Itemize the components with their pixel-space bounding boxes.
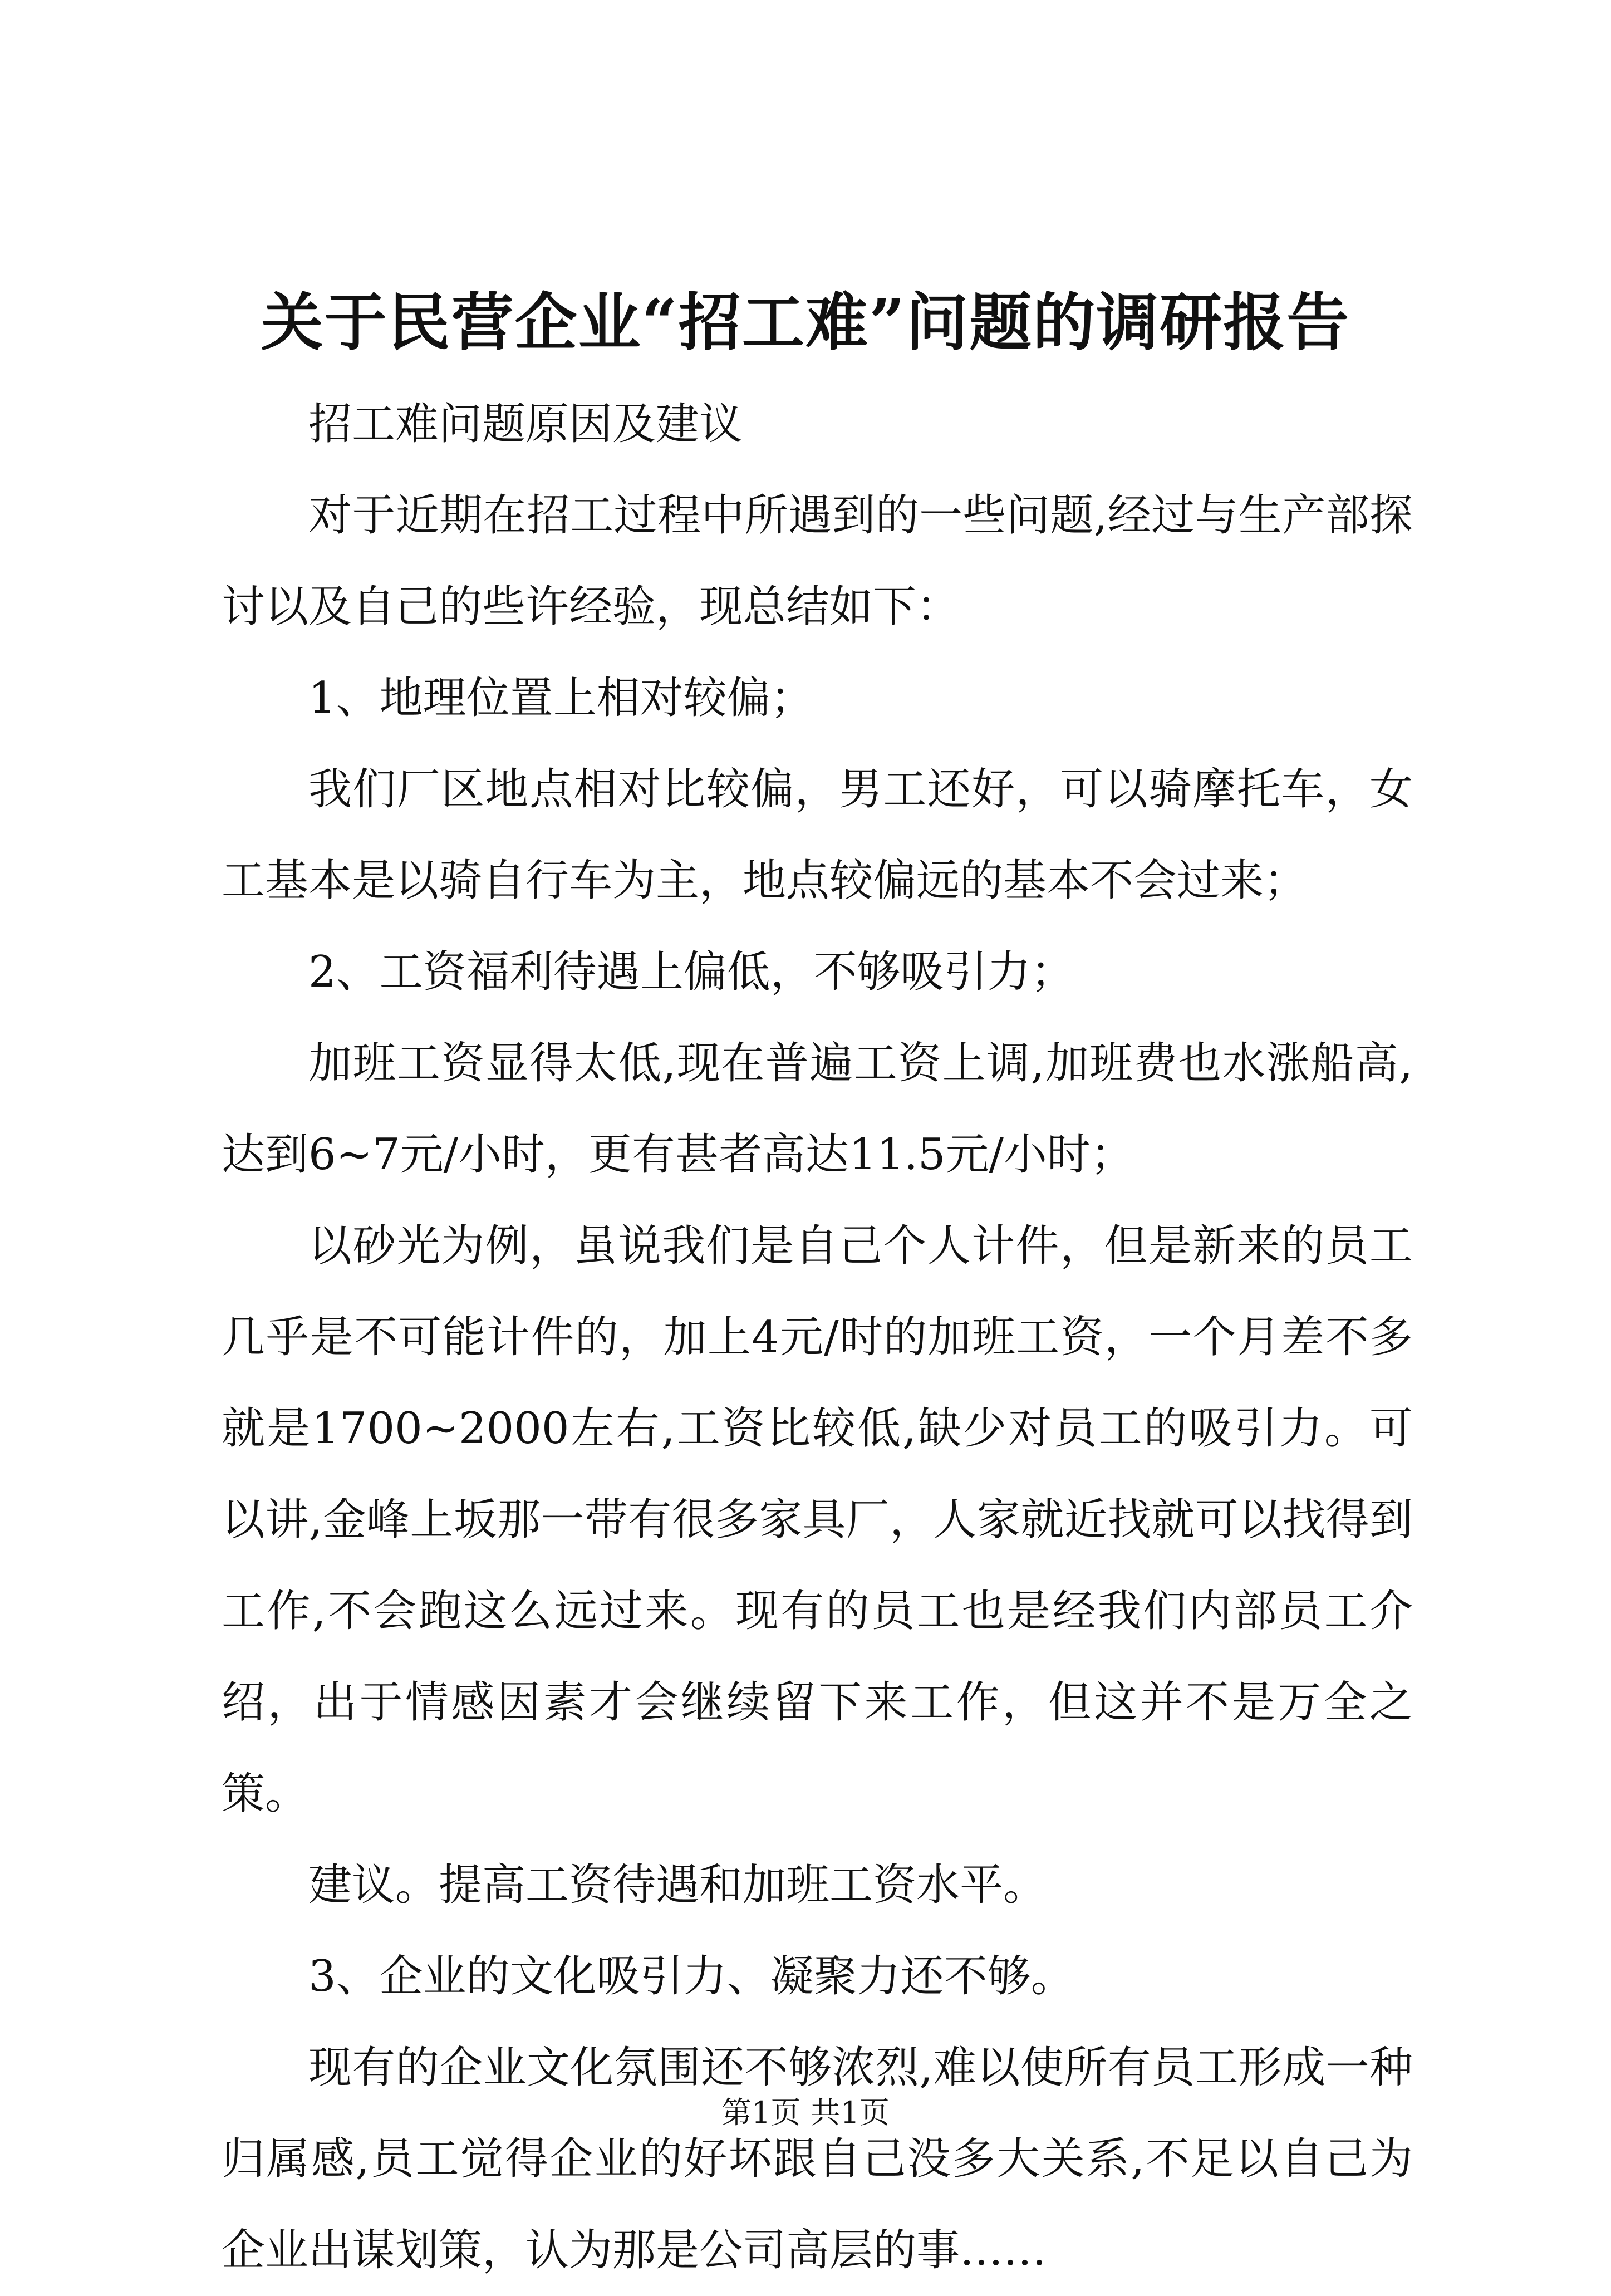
point-1-paragraph: 我们厂区地点相对比较偏，男工还好，可以骑摩托车，女工基本是以骑自行车为主，地点较偏远的基本不会过来； — [222, 764, 1413, 906]
point-2-paragraph: 加班工资显得太低,现在普遍工资上调,加班费也水涨船高,达到6~7元/小时，更有甚者高达11.5元/小时； — [222, 1038, 1413, 1180]
point-3-heading: 3、企业的文化吸引力、凝聚力还不够。 — [308, 1951, 1074, 2001]
intro-paragraph: 对于近期在招工过程中所遇到的一些问题,经过与生产部探讨以及自己的些许经验，现总结如下： — [222, 490, 1413, 632]
suggestion-paragraph: 建议。提高工资待遇和加班工资水平。 — [308, 1860, 1047, 1910]
document-body — [222, 379, 1413, 2296]
point-3-paragraph: 现有的企业文化氛围还不够浓烈,难以使所有员工形成一种归属感,员工觉得企业的好坏跟自己没多大关系,不足以自己为企业出谋划策，认为那是公司高层的事…… — [222, 2043, 1413, 2275]
point-2-heading: 2、工资福利待遇上偏低，不够吸引力； — [308, 947, 1074, 997]
section-heading: 招工难问题原因及建议 — [308, 399, 743, 449]
page-number-footer: 第1页 共1页 — [721, 2095, 890, 2130]
page-title: 关于民营企业“招工难”问题的调研报告 — [261, 286, 1350, 359]
point-1-heading: 1、地理位置上相对较偏； — [308, 673, 814, 723]
point-2-example-paragraph: 以砂光为例，虽说我们是自己个人计件，但是新来的员工几乎是不可能计件的，加上4元/时的加班工资，一个月差不多就是1700~2000左右,工资比较低,缺少对员工的吸引力。可以讲,金峰上坂那一带有很多家具厂，人家就近找就可以找得到工作,不会跑这么远过来。现有的员工也是经我们内部员工介绍，出于情感因素才会继续留下来工作，但这并不是万全之策。 — [222, 1221, 1413, 1819]
